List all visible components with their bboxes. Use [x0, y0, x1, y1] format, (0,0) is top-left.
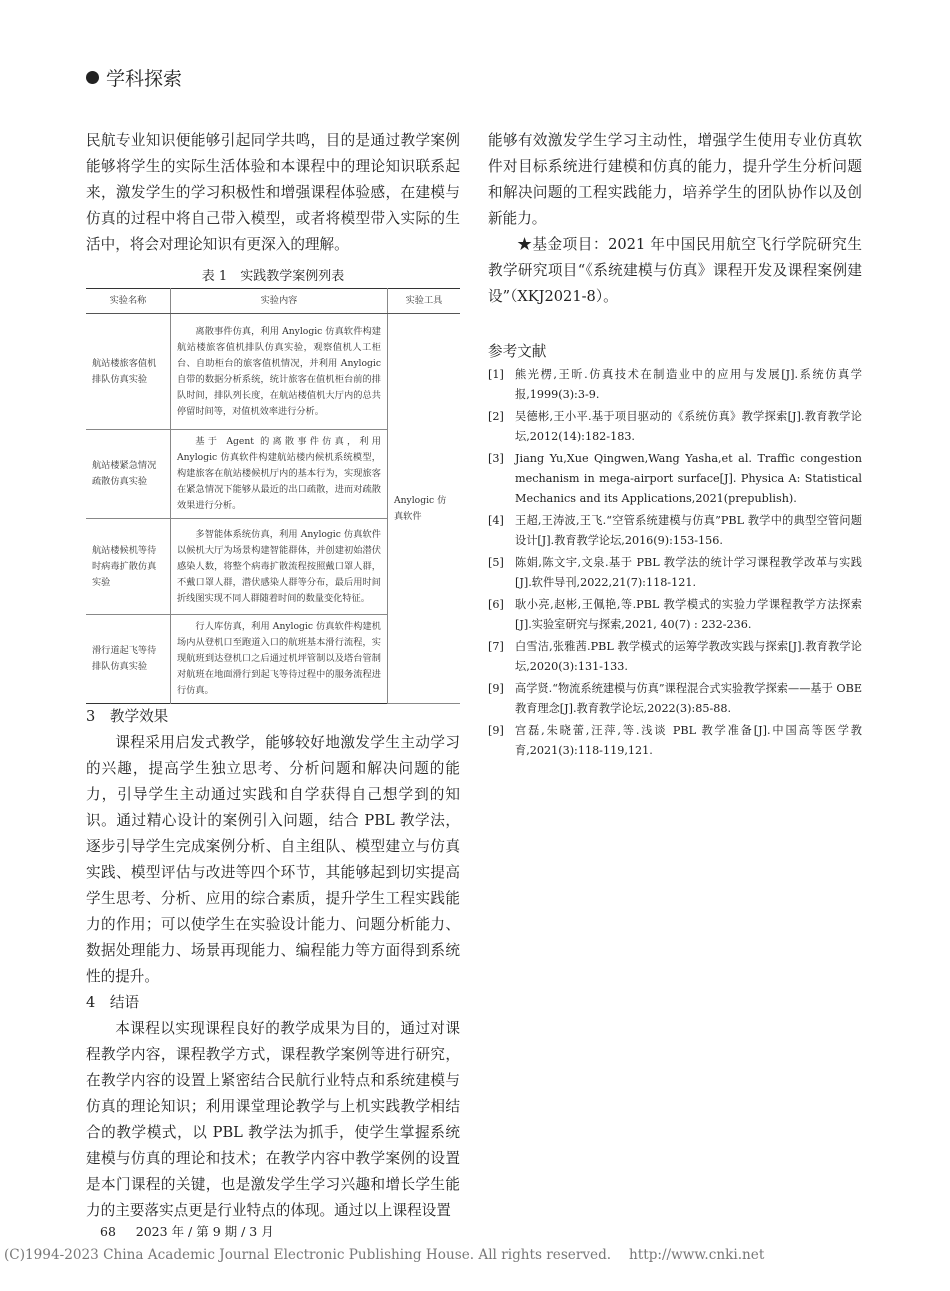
table-header-row [86, 289, 460, 314]
section-4-body: 本课程以实现课程良好的教学成果为目的，通过对课程教学内容，课程教学方式，课程教学案例等进行研究，在教学内容的设置上紧密结合民航行业特点和系统建模与仿真的理论知识；利用课堂理论教学与上机实践教学相结合的教学模式，以 PBL 教学法为抓手，使学生掌握系统建模与仿真的理论和技术；在教学内容中教学案例的设置是本门课程的关键，也是激发学生学习兴趣和增长学生能力的主要落实点更是行业特点的体现。通过以上课程设置 [86, 1020, 460, 1219]
reference-item: [4] 王超,王涛波,王飞.“空管系统建模与仿真”PBL 教学中的典型空管问题设计[J].教育教学论坛,2016(9):153-156. [488, 514, 862, 547]
page-footer [100, 1222, 274, 1240]
header-content: 实验内容 [171, 289, 388, 314]
row-content: 离散事件仿真，利用 Anylogic 仿真软件构建航站楼旅客值机排队仿真实验，观察值机人工柜台、自助柜台的旅客值机情况，并利用 Anylogic 自带的数据分析系统，统计旅客在值机柜台前的排队时间，排队列长度，在航站楼值机大厅内的总共停留时间等，对值机效率进行分析。 [171, 314, 388, 430]
reference-item: [6] 耿小亮,赵彬,王佩艳,等.PBL 教学模式的实验力学课程教学方法探索[J].实验室研究与探索,2021, 40(7) : 232-236. [488, 598, 862, 631]
fund-note: ★基金项目：2021 年中国民用航空飞行学院研究生教学研究项目“《系统建模与仿真》课程开发及课程案例建设”（XKJ2021-8）。 [488, 236, 862, 305]
row-name: 滑行道起飞等待排队仿真实验 [92, 645, 157, 672]
row-content: 行人库仿真，利用 Anylogic 仿真软件构建机场内从登机口至跑道入口的航班基本滑行流程，实现航班到达登机口之后通过机坪管制以及塔台管制对航班在地面滑行到起飞等待过程中的服务流程进行仿真。 [171, 615, 388, 704]
row-content: 基于 Agent 的离散事件仿真，利用 Anylogic 仿真软件构建航站楼内候机系统模型，构建旅客在航站楼候机厅内的基本行为，实现旅客在紧急情况下能够从最近的出口疏散，进而对疏散效果进行分析。 [171, 430, 388, 519]
copyright-watermark: (C)1994-2023 China Academic Journal Electronic Publishing House. All rights reserved. http://www.cnki.net [4, 1247, 765, 1263]
left-column-intro [86, 128, 460, 258]
row-name: 航站楼旅客值机排队仿真实验 [86, 314, 171, 430]
case-table [86, 288, 460, 704]
row-tool: Anylogic 仿真软件 [388, 314, 461, 704]
references-title: 参考文献 [488, 343, 547, 360]
reference-item: [3] Jiang Yu,Xue Qingwen,Wang Yasha,et al. Traffic congestion mechanism in mega-airport surface[J]. Physica A: Statistical Mechanics and its Applications,2021(prepublish). [488, 452, 862, 505]
page-number: 68 [100, 1224, 116, 1239]
reference-item: [2] 吴德彬,王小平.基于项目驱动的《系统仿真》教学探索[J].教育教学论坛,2012(14):182-183. [488, 410, 862, 443]
row-name: 航站楼候机等待时病毒扩散仿真实验 [86, 519, 171, 615]
section-3-body: 课程采用启发式教学，能够较好地激发学生主动学习的兴趣，提高学生独立思考、分析问题和解决问题的能力，引导学生主动通过实践和自学获得自己想学到的知识。通过精心设计的案例引入问题，结合 PBL 教学法，逐步引导学生完成案例分析、自主组队、模型建立与仿真实践、模型评估与改进等四个环节，其能够起到切实提高学生思考、分析、应用的综合素质，提升学生工程实践能力的作用；可以使学生在实验设计能力、问题分析能力、数据处理能力、场景再现能力、编程能力等方面得到系统性的提升。 [86, 734, 460, 985]
header-tool: 实验工具 [388, 289, 461, 314]
continued-paragraph: 能够有效激发学生学习主动性，增强学生使用专业仿真软件对目标系统进行建模和仿真的能力，提升学生分析问题和解决问题的工程实践能力，培养学生的团队协作以及创新能力。 [488, 132, 862, 227]
row-name: 航站楼紧急情况疏散仿真实验 [86, 430, 171, 519]
section-3-title: 3 教学效果 [86, 708, 169, 725]
references-list [488, 365, 862, 763]
section-3 [86, 704, 460, 1224]
issue-info: 2023 年 / 第 9 期 / 3 月 [135, 1224, 274, 1239]
bullet-icon [86, 71, 99, 84]
reference-item: [1] 熊光楞,王昕.仿真技术在制造业中的应用与发展[J].系统仿真学报,1999(3):3-9. [488, 368, 862, 401]
section-4-title: 4 结语 [86, 994, 140, 1011]
row-content: 多智能体系统仿真，利用 Anylogic 仿真软件以候机大厅为场景构建智能群体，并创建初始潜伏感染人数，将整个病毒扩散流程按照戴口罩人群，不戴口罩人群，潜伏感染人群等分布，最后用时间折线图实现不同人群随着时间的数量变化特征。 [171, 519, 388, 615]
reference-item: [9] 高学贤.“物流系统建模与仿真”课程混合式实验教学探索——基于 OBE 教育理念[J].教育教学论坛,2022(3):85-88. [488, 682, 862, 715]
table-row [86, 314, 460, 430]
reference-item: [5] 陈娟,陈文宇,文泉.基于 PBL 教学法的统计学习课程教学改革与实践[J].软件导刊,2022,21(7):118-121. [488, 556, 862, 589]
header-name: 实验名称 [86, 289, 171, 314]
intro-paragraph: 民航专业知识便能够引起同学共鸣，目的是通过教学案例能够将学生的实际生活体验和本课程中的理论知识联系起来，激发学生的学习积极性和增强课程体验感，在建模与仿真的过程中将自己带入模型，或者将模型带入实际的生活中，将会对理论知识有更深入的理解。 [86, 132, 460, 253]
reference-item: [9] 宫磊,朱晓蕾,汪萍,等.浅谈 PBL 教学准备[J].中国高等医学教育,2021(3):118-119,121. [488, 724, 862, 757]
reference-item: [7] 白雪洁,张雅茜.PBL 教学模式的运筹学教改实践与探索[J].教育教学论坛,2020(3):131-133. [488, 640, 862, 673]
section-title: 学科探索 [106, 68, 183, 90]
table-caption: 表 1 实践教学案例列表 [201, 269, 345, 284]
right-column [488, 128, 862, 310]
section-header [86, 64, 182, 91]
